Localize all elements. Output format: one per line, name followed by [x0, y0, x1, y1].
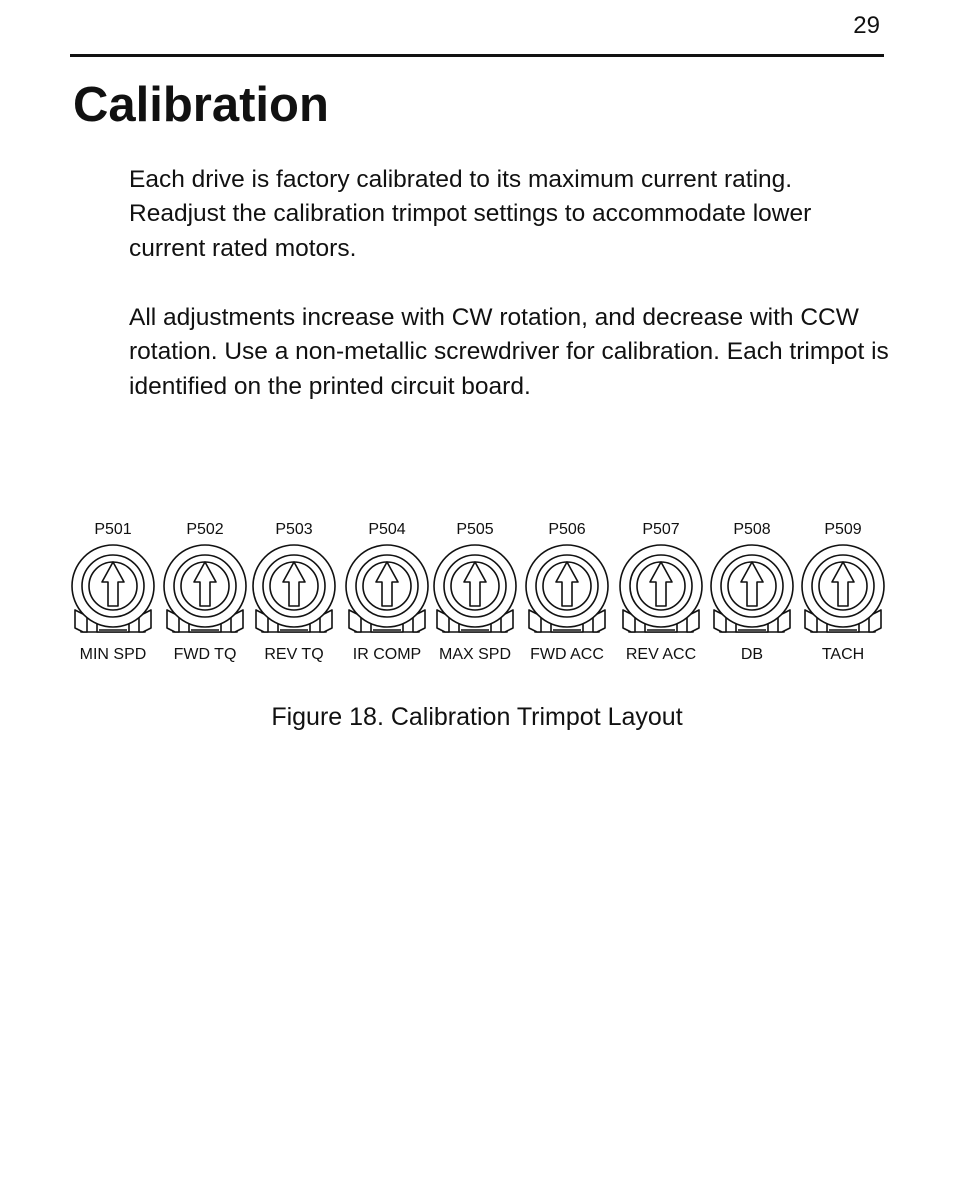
trimpot-function: REV ACC: [625, 646, 697, 663]
trimpot-p503: [244, 515, 344, 675]
trimpot-function: MAX SPD: [438, 646, 511, 663]
trimpot-icon: [163, 544, 247, 636]
trimpot-id: P501: [94, 521, 132, 538]
trimpot-function: FWD ACC: [530, 646, 604, 663]
trimpot-layout-figure: [60, 515, 894, 675]
header-rule: [70, 54, 884, 57]
trimpot-function: DB: [740, 646, 764, 663]
trimpot-p501: [63, 515, 163, 675]
trimpot-function: TACH: [821, 646, 865, 663]
trimpot-id: P506: [548, 521, 586, 538]
trimpot-id: P504: [368, 521, 406, 538]
trimpot-icon: [801, 544, 885, 636]
paragraph-calibration-intro: Each drive is factory calibrated to its maximum current rating. Readjust the calibration trimpot settings to accommodate lower current rated motors.: [129, 166, 812, 262]
trimpot-icon: [345, 544, 429, 636]
trimpot-icon: [433, 544, 517, 636]
figure-caption: Figure 18. Calibration Trimpot Layout: [271, 703, 683, 731]
trimpot-icon: [525, 544, 609, 636]
trimpot-function: REV TQ: [264, 646, 324, 663]
trimpot-icon: [252, 544, 336, 636]
trimpot-function: FWD TQ: [173, 646, 237, 663]
trimpot-function: MIN SPD: [79, 646, 147, 663]
trimpot-p509: [793, 515, 893, 675]
trimpot-p506: [517, 515, 617, 675]
trimpot-id: P508: [733, 521, 771, 538]
trimpot-id: P505: [456, 521, 494, 538]
trimpot-id: P509: [824, 521, 862, 538]
trimpot-id: P502: [186, 521, 224, 538]
page-number: 29: [853, 12, 880, 39]
trimpot-icon: [710, 544, 794, 636]
trimpot-id: P507: [642, 521, 680, 538]
trimpot-icon: [71, 544, 155, 636]
trimpot-id: P503: [275, 521, 313, 538]
trimpot-icon: [619, 544, 703, 636]
paragraph-adjustment-instructions: All adjustments increase with CW rotation, and decrease with CCW rotation. Use a non-metallic screwdriver for calibration. Each trimpot is identified on the printed circuit board.: [129, 304, 889, 400]
page-title: Calibration: [73, 78, 329, 132]
trimpot-function: IR COMP: [352, 646, 422, 663]
trimpot-p505: [425, 515, 525, 675]
